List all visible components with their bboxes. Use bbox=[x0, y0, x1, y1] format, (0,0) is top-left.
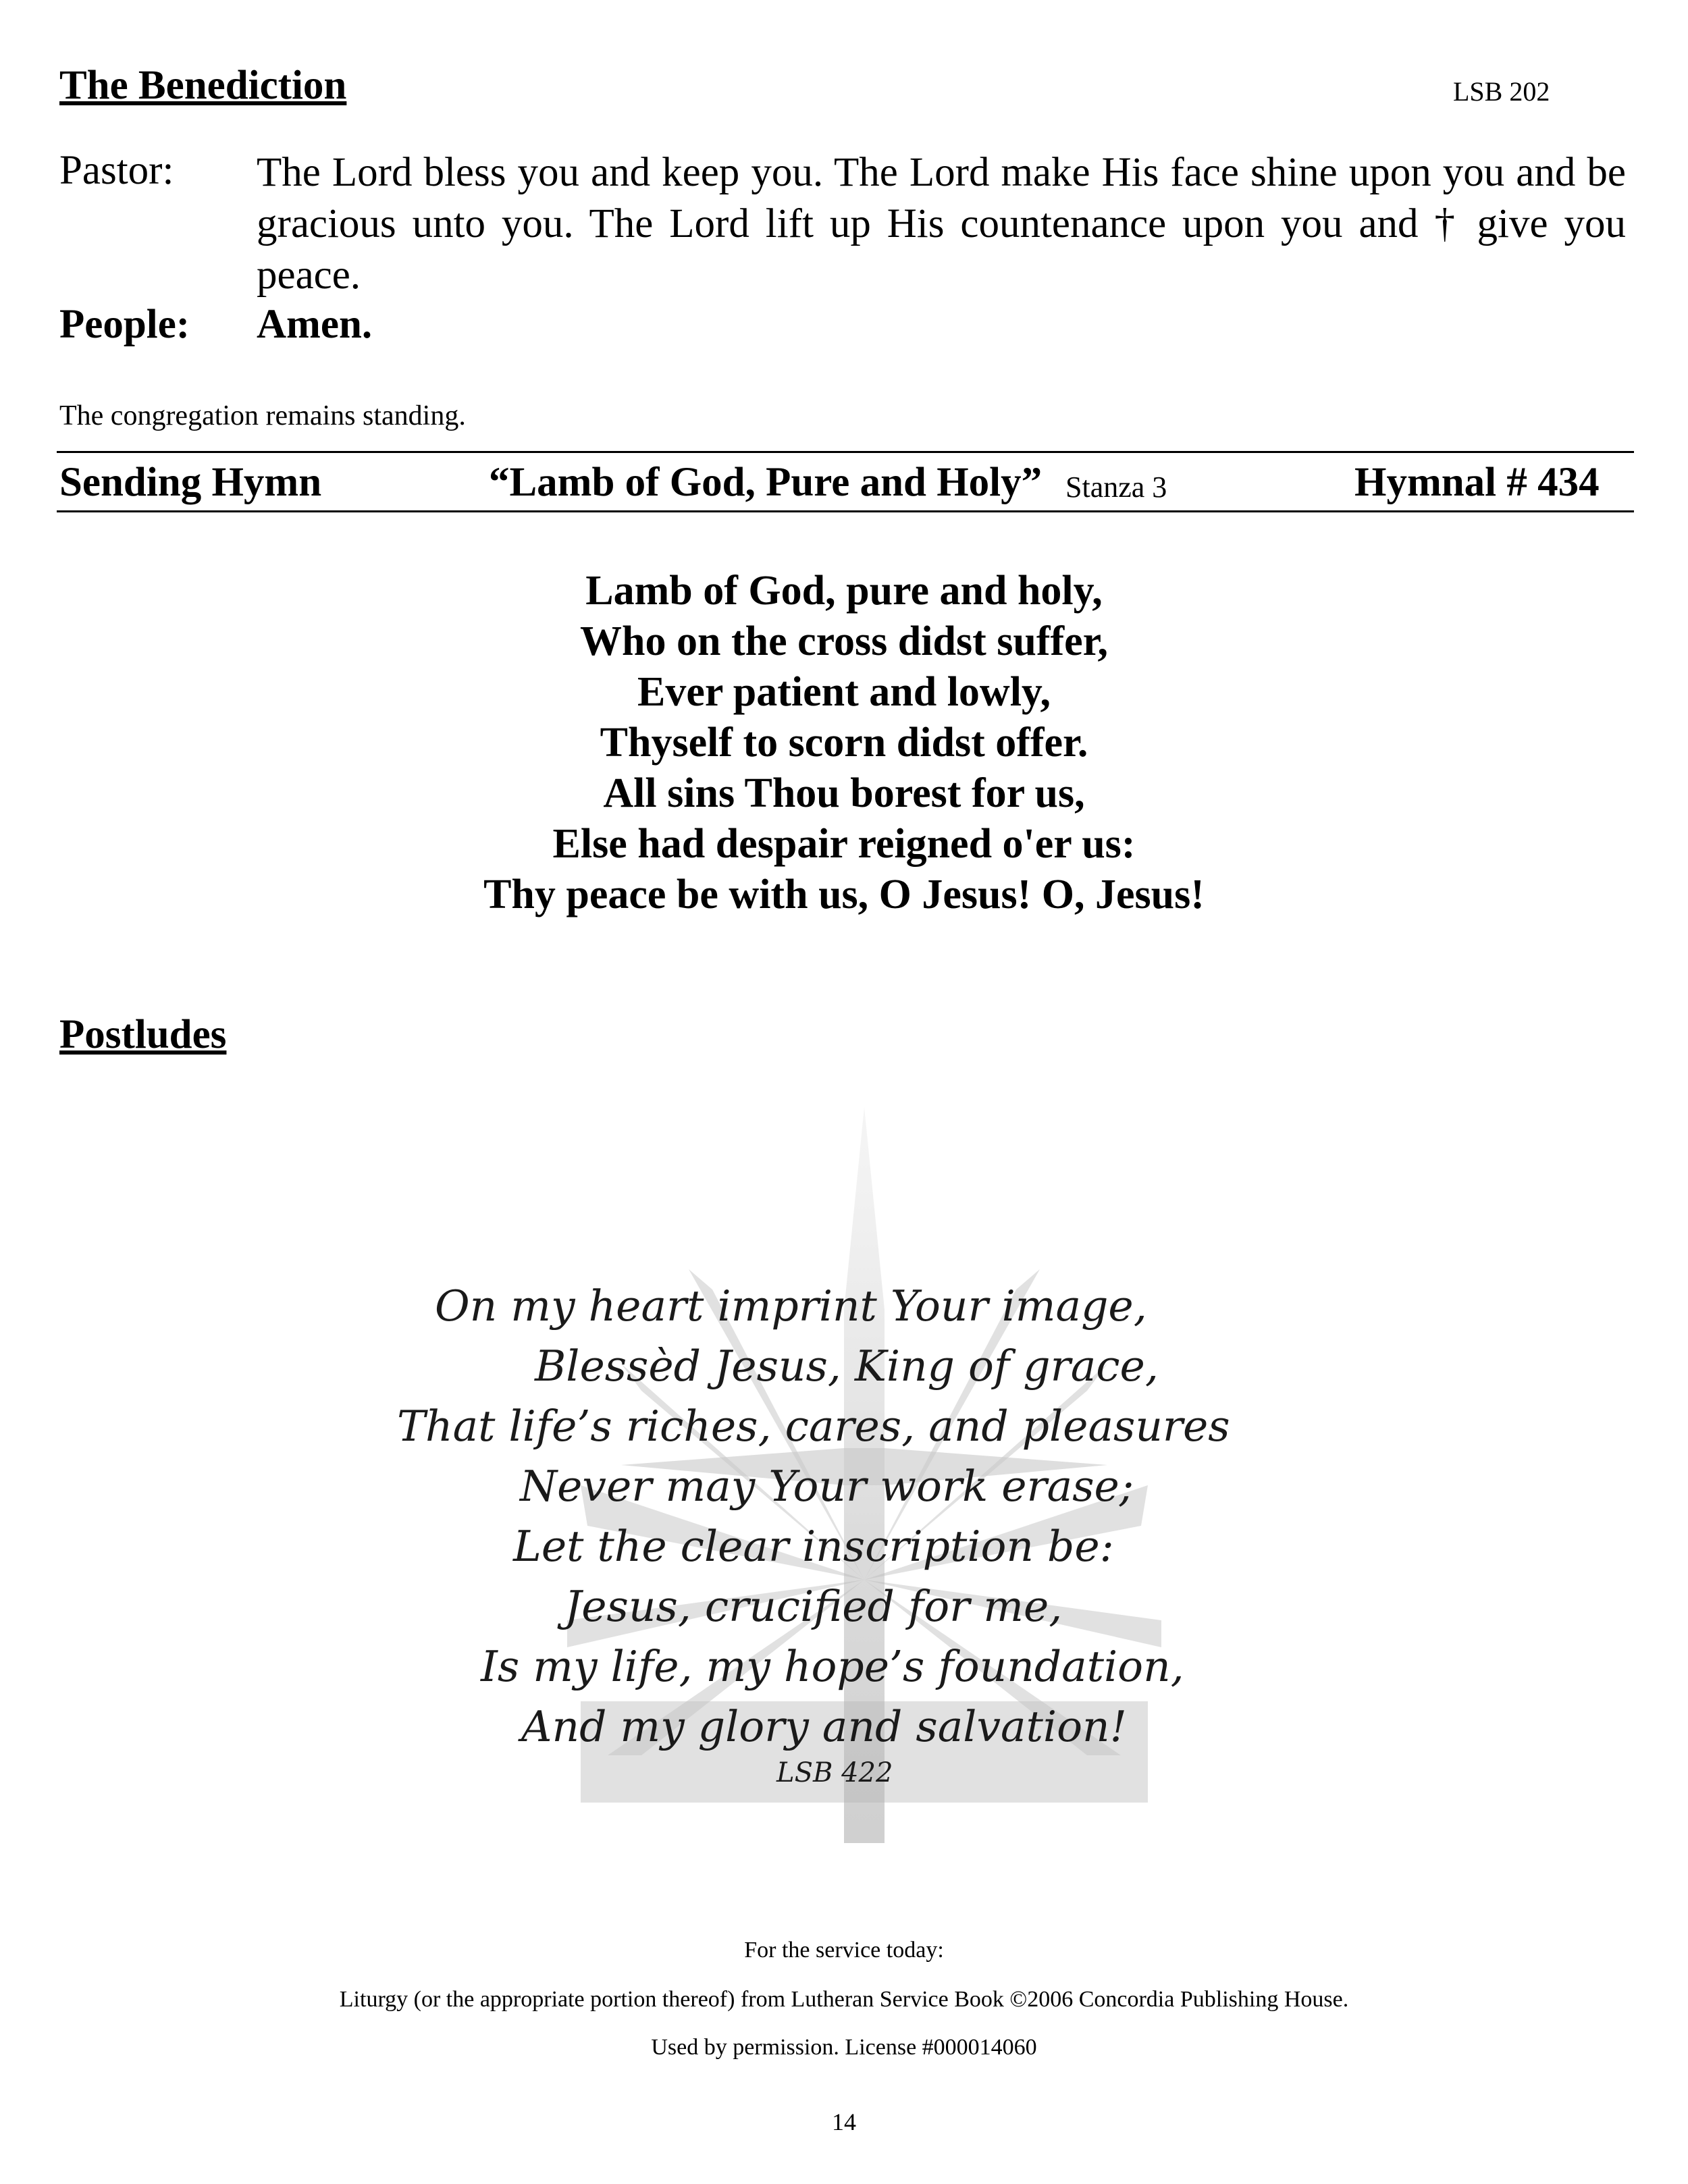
benediction-reference: LSB 202 bbox=[1453, 76, 1550, 107]
hymn-line: Who on the cross didst suffer, bbox=[580, 618, 1108, 664]
postludes-title: Postludes bbox=[59, 1012, 227, 1057]
poem-reference: LSB 422 bbox=[776, 1757, 893, 1788]
poem-line: And my glory and salvation! bbox=[521, 1702, 1127, 1751]
pastor-label: Pastor: bbox=[59, 148, 174, 193]
top-divider bbox=[57, 451, 1634, 453]
footer-line-2: Liturgy (or the appropriate portion thereof) from Lutheran Service Book ©2006 Concordia Publishing House. bbox=[339, 1987, 1349, 2012]
sending-hymn-title: “Lamb of God, Pure and Holy” bbox=[489, 460, 1043, 505]
poem-line: On my heart imprint Your image, bbox=[435, 1281, 1147, 1331]
hymn-line: Thy peace be with us, O Jesus! O, Jesus! bbox=[483, 872, 1205, 917]
page-number: 14 bbox=[832, 2108, 856, 2135]
hymn-line: All sins Thou borest for us, bbox=[603, 770, 1085, 816]
hymn-verse bbox=[0, 566, 1688, 920]
bottom-divider bbox=[57, 510, 1634, 512]
hymn-line: Ever patient and lowly, bbox=[637, 669, 1051, 715]
pastor-text: The Lord bless you and keep you. The Lord make His face shine upon you and be gracious unto you. The Lord lift up His countenance upon you and † give you peace. bbox=[257, 150, 1626, 298]
poem-line: Let the clear inscription be: bbox=[513, 1522, 1114, 1571]
sending-hymn-stanza: Stanza 3 bbox=[1065, 471, 1167, 504]
benediction-title: The Benediction bbox=[59, 63, 347, 108]
poem-line: Jesus, crucified for me, bbox=[564, 1582, 1063, 1631]
footer-line-1: For the service today: bbox=[744, 1938, 944, 1963]
rubric-text: The congregation remains standing. bbox=[59, 400, 466, 431]
poem-line: Is my life, my hope’s foundation, bbox=[481, 1642, 1184, 1691]
hymn-line: Thyself to scorn didst offer. bbox=[600, 720, 1088, 766]
hymn-line: Lamb of God, pure and holy, bbox=[585, 568, 1103, 614]
sending-hymn-number: Hymnal # 434 bbox=[1354, 460, 1600, 505]
people-label: People: bbox=[59, 302, 190, 347]
people-response: Amen. bbox=[257, 302, 373, 347]
poem-line: Blessèd Jesus, King of grace, bbox=[535, 1341, 1159, 1391]
poem-line: Never may Your work erase; bbox=[520, 1462, 1134, 1511]
footer-line-3: Used by permission. License #000014060 bbox=[651, 2035, 1037, 2060]
poem-line: That life’s riches, cares, and pleasures bbox=[397, 1402, 1230, 1451]
hymn-line: Else had despair reigned o'er us: bbox=[552, 821, 1136, 867]
sending-hymn-label: Sending Hymn bbox=[59, 460, 322, 505]
